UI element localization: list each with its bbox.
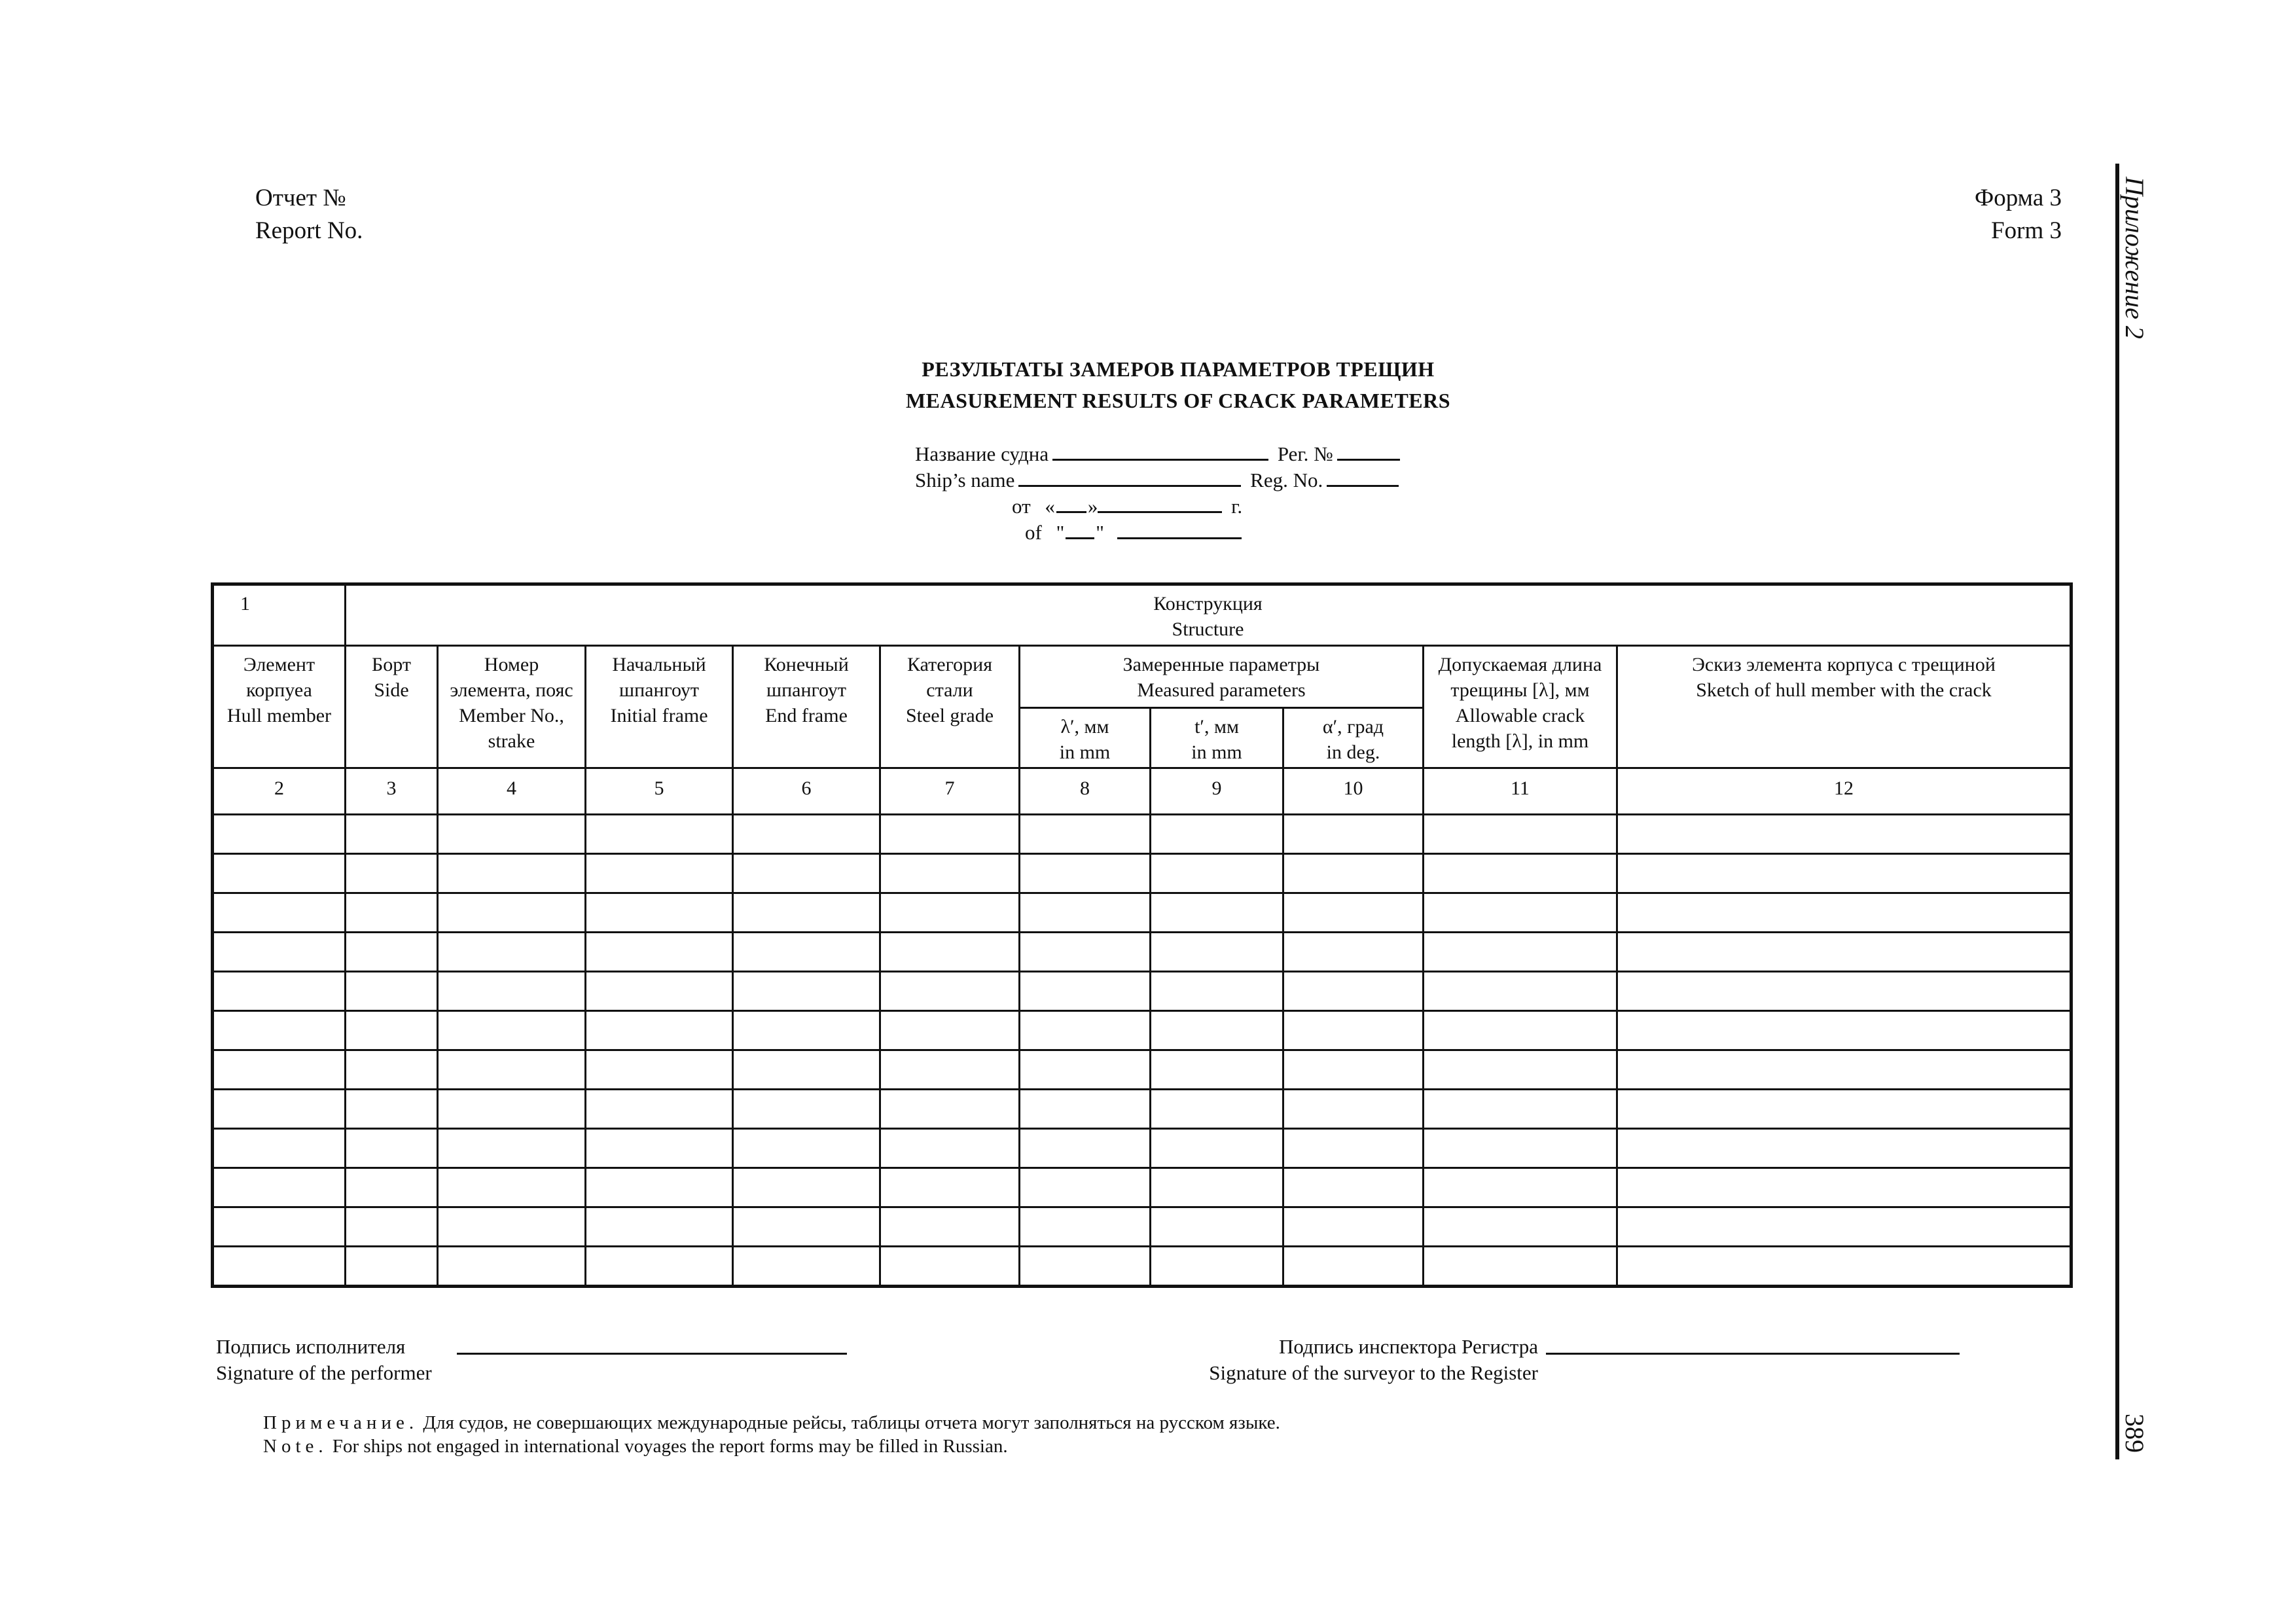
table-row [213,1207,2072,1247]
table-cell[interactable] [346,1050,438,1090]
table-cell[interactable] [1283,933,1424,972]
date-day-field-en[interactable] [1066,520,1094,539]
table-cell[interactable] [1424,815,1617,854]
table-cell[interactable] [213,933,346,972]
table-cell[interactable] [586,1247,733,1287]
table-cell[interactable] [586,1011,733,1050]
col-header-text: in mm [1191,741,1242,763]
column-number: 8 [1020,768,1151,815]
table-cell[interactable] [346,1168,438,1207]
table-cell[interactable] [213,854,346,893]
reg-no-label-ru: Рег. № [1277,442,1333,465]
col-header-text: Замеренные параметры [1122,654,1320,675]
ship-name-label-ru: Название судна [915,442,1049,465]
table-cell[interactable] [586,1090,733,1129]
table-cell[interactable] [1617,1090,2072,1129]
col-header-allowable-length [1424,646,1617,768]
date-row-en [1025,520,1246,546]
table-cell[interactable] [733,815,880,854]
date-close-quote-en: " [1096,521,1104,544]
table-cell[interactable] [1283,1207,1424,1247]
table-row [213,933,2072,972]
table-cell[interactable] [1283,1168,1424,1207]
table-row [213,1247,2072,1287]
date-open-quote-ru: « [1045,495,1055,518]
ship-name-field-en[interactable] [1018,468,1241,487]
col-header-text: Борт [372,654,411,675]
table-cell[interactable] [1020,1207,1151,1247]
appendix-label: Приложение 2 [2120,177,2149,339]
column-number: 7 [880,768,1020,815]
date-day-field-ru[interactable] [1056,494,1086,513]
table-cell[interactable] [346,1011,438,1050]
page-title [589,353,1767,416]
date-prefix-en: of [1025,521,1042,544]
table-cell[interactable] [880,1011,1020,1050]
table-cell[interactable] [880,1207,1020,1247]
table-cell[interactable] [1151,1050,1283,1090]
structure-label-ru: Конструкция [1153,593,1263,615]
col-header-text: Эскиз элемента корпуса с трещиной [1692,654,1996,675]
table-cell[interactable] [438,1050,586,1090]
col-header-side [346,646,438,768]
table-cell[interactable] [1020,933,1151,972]
note-label-en: Note. [263,1436,328,1457]
date-row-ru [1012,493,1242,520]
date-prefix-ru: от [1012,495,1031,518]
table-row [213,854,2072,893]
table-row [213,1090,2072,1129]
column-number-row [213,768,2072,815]
table-cell[interactable] [733,893,880,933]
table-cell[interactable] [438,893,586,933]
column-number: 5 [586,768,733,815]
table-cell[interactable] [1617,1129,2072,1168]
col-header-text: Допускаемая длина [1438,654,1602,675]
table-cell[interactable] [1283,854,1424,893]
crack-measurement-table [211,582,2073,1288]
table-cell[interactable] [880,1090,1020,1129]
note [263,1411,1280,1458]
table-cell[interactable] [733,1168,880,1207]
sidebar-rule [2115,164,2119,1459]
table-cell[interactable] [1283,893,1424,933]
table-cell[interactable] [880,854,1020,893]
table-cell[interactable] [880,1050,1020,1090]
table-cell[interactable] [586,893,733,933]
table-cell[interactable] [1617,854,2072,893]
col-header-text: λ′, мм [1060,716,1109,738]
table-cell[interactable] [438,854,586,893]
table-cell[interactable] [1020,972,1151,1011]
table-cell[interactable] [586,972,733,1011]
table-cell[interactable] [213,1129,346,1168]
performer-signature-label-en: Signature of the performer [216,1361,432,1384]
table-cell[interactable] [1617,933,2072,972]
table-cell[interactable] [586,1207,733,1247]
table-cell[interactable] [586,1129,733,1168]
col-header-text: Allowable crack [1455,705,1585,726]
column-number: 9 [1151,768,1283,815]
date-month-field-en[interactable] [1117,520,1242,539]
table-cell[interactable] [1424,1050,1617,1090]
table-cell[interactable] [880,893,1020,933]
table-cell[interactable] [1424,1207,1617,1247]
table-cell[interactable] [213,815,346,854]
page-title-ru: РЕЗУЛЬТАТЫ ЗАМЕРОВ ПАРАМЕТРОВ ТРЕЩИН [922,357,1435,381]
table-cell[interactable] [346,1207,438,1247]
col-header-text: t′, мм [1194,716,1239,738]
table-cell[interactable] [213,1011,346,1050]
table-cell[interactable] [1283,1050,1424,1090]
table-cell[interactable] [1283,1090,1424,1129]
form-number-en: Form 3 [1991,217,2062,244]
table-cell[interactable] [1151,1129,1283,1168]
table-cell[interactable] [1424,1247,1617,1287]
col-header-thickness [1151,708,1283,768]
structure-header-cell [346,584,2072,646]
table-cell[interactable] [586,933,733,972]
col-header-text: корпуеа [246,679,312,701]
table-cell[interactable] [438,1168,586,1207]
column-number: 12 [1617,768,2072,815]
table-cell[interactable] [438,1207,586,1247]
table-cell[interactable] [213,1168,346,1207]
structure-number-cell [213,584,346,646]
surveyor-signature-line[interactable] [1546,1353,1960,1355]
page-number: 389 [2120,1414,2149,1453]
table-cell[interactable] [438,1129,586,1168]
report-number-label [255,182,363,247]
table-cell[interactable] [733,1247,880,1287]
table-row [213,1168,2072,1207]
column-number: 4 [438,768,586,815]
table-cell[interactable] [1424,1129,1617,1168]
col-header-text: Side [374,679,409,701]
table-cell[interactable] [346,1090,438,1129]
col-header-initial-frame [586,646,733,768]
table-cell[interactable] [733,854,880,893]
table-cell[interactable] [1151,933,1283,972]
reg-no-field-en[interactable] [1327,468,1399,487]
table-cell[interactable] [213,1090,346,1129]
col-header-text: Начальный [612,654,706,675]
reg-no-label-en: Reg. No. [1250,469,1323,491]
table-cell[interactable] [880,815,1020,854]
table-cell[interactable] [1617,1011,2072,1050]
table-cell[interactable] [733,933,880,972]
column-number: 11 [1424,768,1617,815]
table-cell[interactable] [880,1247,1020,1287]
col-header-text: Категория [907,654,992,675]
date-month-field-ru[interactable] [1098,494,1222,513]
surveyor-signature [1178,1334,1538,1386]
table-cell[interactable] [733,1090,880,1129]
table-row [213,893,2072,933]
table-row [213,1011,2072,1050]
table-cell[interactable] [213,972,346,1011]
table-cell[interactable] [1617,1207,2072,1247]
table-cell[interactable] [346,1247,438,1287]
table-cell[interactable] [880,1168,1020,1207]
table-cell[interactable] [1151,1011,1283,1050]
report-number-en: Report No. [255,217,363,244]
form-number-ru: Форма 3 [1974,185,2062,211]
ship-name-row-ru [915,441,1404,467]
table-cell[interactable] [438,815,586,854]
table-cell[interactable] [438,1011,586,1050]
table-cell[interactable] [880,933,1020,972]
table-cell[interactable] [880,1129,1020,1168]
table-cell[interactable] [1617,972,2072,1011]
table-cell[interactable] [1151,854,1283,893]
table-cell[interactable] [1424,854,1617,893]
performer-signature-line[interactable] [457,1353,847,1355]
table-cell[interactable] [1617,815,2072,854]
table-cell[interactable] [346,815,438,854]
col-header-text: Steel grade [905,705,994,726]
table-cell[interactable] [438,1090,586,1129]
table-cell[interactable] [1151,893,1283,933]
col-header-sketch [1617,646,2072,768]
col-header-text: стали [926,679,973,701]
table-cell[interactable] [1151,1207,1283,1247]
table-cell[interactable] [1020,1011,1151,1050]
column-number: 2 [213,768,346,815]
col-header-text: End frame [765,705,848,726]
table-cell[interactable] [1617,1247,2072,1287]
col-header-steel-grade [880,646,1020,768]
table-cell[interactable] [1283,815,1424,854]
table-cell[interactable] [1424,972,1617,1011]
table-cell[interactable] [1020,1050,1151,1090]
table-cell[interactable] [1617,1050,2072,1090]
table-cell[interactable] [1151,1247,1283,1287]
ship-name-row-en [915,467,1403,493]
table-cell[interactable] [1283,1129,1424,1168]
note-text-en: For ships not engaged in international voyages the report forms may be filled in Russian. [332,1436,1008,1457]
date-suffix-ru: г. [1231,495,1243,518]
col-header-text: шпангоут [766,679,847,701]
note-en [263,1435,1280,1458]
col-header-text: Конечный [764,654,849,675]
table-cell[interactable] [1020,893,1151,933]
table-row [213,972,2072,1011]
table-cell[interactable] [1151,815,1283,854]
table-cell[interactable] [346,1129,438,1168]
table-row [213,815,2072,854]
table-cell[interactable] [1424,1168,1617,1207]
table-cell[interactable] [1283,972,1424,1011]
table-cell[interactable] [1424,1011,1617,1050]
col-header-text: Member No., [459,705,564,726]
table-cell[interactable] [438,1247,586,1287]
table-cell[interactable] [1424,893,1617,933]
table-cell[interactable] [733,1129,880,1168]
col-header-angle [1283,708,1424,768]
col-header-text: length [λ], in mm [1451,730,1589,752]
table-cell[interactable] [346,854,438,893]
col-header-text: Sketch of hull member with the crack [1696,679,1992,701]
note-text-ru: Для судов, не совершающих международные рейсы, таблицы отчета могут заполняться на русском языке. [423,1412,1280,1433]
table-cell[interactable] [880,972,1020,1011]
surveyor-signature-label-en: Signature of the surveyor to the Register [1209,1361,1538,1384]
table-cell[interactable] [1617,893,2072,933]
table-cell[interactable] [213,893,346,933]
date-close-quote-ru: » [1087,495,1098,518]
table-cell[interactable] [1151,972,1283,1011]
table-cell[interactable] [438,933,586,972]
report-number-ru: Отчет № [255,185,346,211]
column-number: 3 [346,768,438,815]
surveyor-signature-label-ru: Подпись инспектора Регистра [1278,1335,1538,1358]
col-header-text: элемента, пояс [450,679,573,701]
form-number-label [1898,182,2062,247]
ship-name-label-en: Ship’s name [915,469,1015,491]
col-header-text: in deg. [1326,741,1380,763]
col-header-end-frame [733,646,880,768]
table-cell[interactable] [733,1050,880,1090]
table-cell[interactable] [733,972,880,1011]
page-title-en: MEASUREMENT RESULTS OF CRACK PARAMETERS [905,389,1451,412]
table-cell[interactable] [213,1247,346,1287]
col-header-text: Measured parameters [1137,679,1306,701]
table-cell[interactable] [586,815,733,854]
reg-no-field-ru[interactable] [1337,442,1400,461]
table-cell[interactable] [346,893,438,933]
col-header-text: in mm [1059,741,1111,763]
table-cell[interactable] [346,972,438,1011]
col-header-text: Элемент [243,654,315,675]
column-number: 6 [733,768,880,815]
column-number: 10 [1283,768,1424,815]
col-header-lambda [1020,708,1151,768]
performer-signature [216,1334,432,1386]
col-header-text: шпангоут [619,679,700,701]
col-header-measured-parameters [1020,646,1424,708]
table-cell[interactable] [586,1050,733,1090]
table-cell[interactable] [1020,1129,1151,1168]
table-cell[interactable] [733,1011,880,1050]
table-row [213,1050,2072,1090]
table-cell[interactable] [1424,933,1617,972]
note-label-ru: Примечание. [263,1412,419,1433]
structure-number: 1 [240,593,250,615]
table-cell[interactable] [346,933,438,972]
col-header-text: α′, град [1322,716,1384,738]
col-header-text: Hull member [226,705,332,726]
structure-label-en: Structure [1172,618,1244,640]
table-cell[interactable] [1283,1247,1424,1287]
table-cell[interactable] [1151,1168,1283,1207]
table-cell[interactable] [1020,1090,1151,1129]
table-cell[interactable] [1283,1011,1424,1050]
table-cell[interactable] [1617,1168,2072,1207]
table-cell[interactable] [1424,1090,1617,1129]
table-cell[interactable] [1020,815,1151,854]
col-header-text: strake [488,730,535,752]
performer-signature-label-ru: Подпись исполнителя [216,1335,406,1358]
table-cell[interactable] [1020,854,1151,893]
ship-name-field-ru[interactable] [1052,442,1268,461]
table-cell[interactable] [213,1207,346,1247]
table-cell[interactable] [1151,1090,1283,1129]
table-row [213,1129,2072,1168]
table-cell[interactable] [1020,1168,1151,1207]
table-cell[interactable] [213,1050,346,1090]
table-cell[interactable] [586,1168,733,1207]
table-cell[interactable] [438,972,586,1011]
date-open-quote-en: " [1056,521,1065,544]
col-header-text: трещины [λ], мм [1450,679,1590,701]
table-cell[interactable] [733,1207,880,1247]
note-ru [263,1411,1280,1435]
col-header-hull-member [213,646,346,768]
col-header-text: Номер [484,654,539,675]
col-header-text: Initial frame [610,705,708,726]
col-header-member-no [438,646,586,768]
table-cell[interactable] [586,854,733,893]
table-cell[interactable] [1020,1247,1151,1287]
